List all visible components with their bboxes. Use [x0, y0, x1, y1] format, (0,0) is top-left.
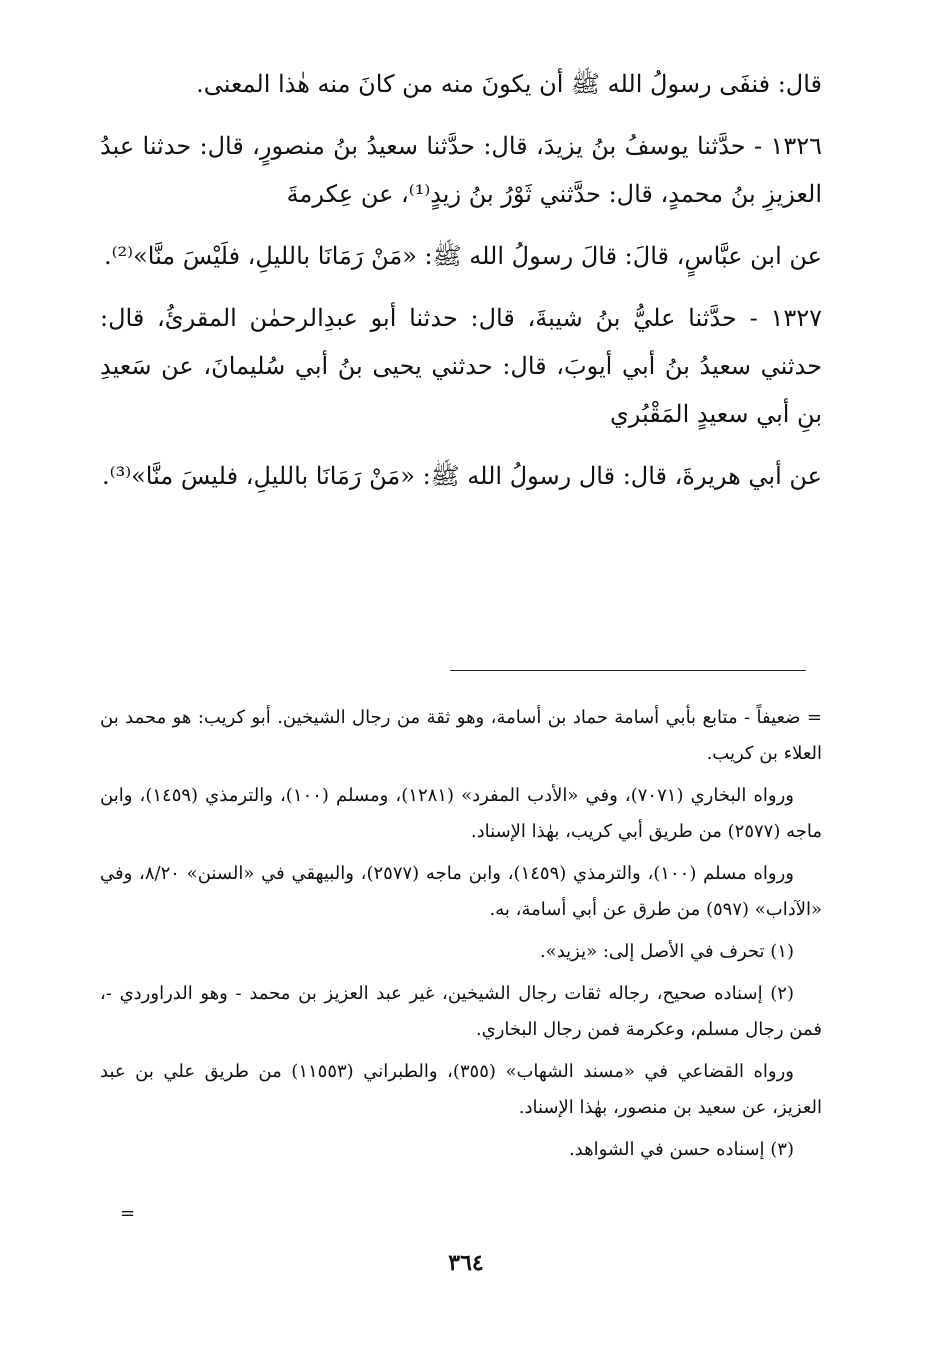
hadith-1327-matn: عن أبي هريرةَ، قال: قال رسولُ الله ﷺ: «مَنْ رَمَانَا بالليلِ، فليسَ منَّا»⁽³⁾.	[102, 462, 822, 490]
footnote-1: (١) تحرف في الأصل إلى: «يزيد».	[539, 941, 794, 962]
footnote-divider	[450, 670, 806, 671]
continuation-mark: =	[120, 1203, 136, 1224]
footnotes-section	[100, 700, 822, 1174]
footnote-continuation: = ضعيفاً - متابع بأبي أسامة حماد بن أسامة، وهو ثقة من رجال الشيخين. أبو كريب: هو محمد بن العلاء بن كريب.	[100, 707, 822, 764]
footnote-paragraph: ورواه مسلم (١٠٠)، والترمذي (١٤٥٩)، وابن ماجه (٢٥٧٧)، والبيهقي في «السنن» ٨/٢٠، وفي «الآداب» (٥٩٧) من طرق عن أبي أسامة، به.	[100, 863, 822, 920]
footnote-3: (٣) إسناده حسن في الشواهد.	[568, 1139, 794, 1160]
hadith-1327-isnad: ١٣٢٧ - حدَّثنا عليُّ بنُ شيبةَ، قال: حدثنا أبو عبدِالرحمٰن المقرئُ، قال: حدثني سعيدُ بنُ أبي أيوبَ، قال: حدثني يحيى بنُ أبي سُليمانَ، عن سَعيدِ بنِ أبي سعيدٍ المَقْبُري	[100, 304, 822, 428]
page-number: ٣٦٤	[448, 1250, 484, 1276]
hadith-1326-isnad: ١٣٢٦ - حدَّثنا يوسفُ بنُ يزيدَ، قال: حدَّثنا سعيدُ بنُ منصورٍ، قال: حدثنا عبدُ العزيزِ بنُ محمدٍ، قال: حدَّثني ثَوْرُ بنُ زيدٍ⁽¹⁾، عن عِكرمةَ	[100, 132, 822, 208]
footnote-paragraph: ورواه القضاعي في «مسند الشهاب» (٣٥٥)، والطبراني (١١٥٥٣) من طريق علي بن عبد العزيز، عن سعيد بن منصور، بهٰذا الإسناد.	[100, 1061, 822, 1118]
hadith-1326-matn: عن ابن عبَّاسٍ، قالَ: قالَ رسولُ الله ﷺ: «مَنْ رَمَانَا بالليلِ، فلَيْسَ منَّا»⁽²⁾.	[104, 242, 822, 270]
footnote-2: (٢) إسناده صحيح، رجاله ثقات رجال الشيخين، غير عبد العزيز بن محمد - وهو الدراوردي -، فمن رجال مسلم، وعكرمة فمن رجال البخاري.	[100, 983, 822, 1040]
footnote-paragraph: ورواه البخاري (٧٠٧١)، وفي «الأدب المفرد» (١٢٨١)، ومسلم (١٠٠)، والترمذي (١٤٥٩)، وابن ماجه (٢٥٧٧) من طريق أبي كريب، بهٰذا الإسناد.	[100, 785, 822, 842]
main-text	[100, 60, 822, 500]
main-paragraph: قال: فنفَى رسولُ الله ﷺ أن يكونَ منه من كانَ منه هٰذا المعنى.	[196, 70, 822, 98]
